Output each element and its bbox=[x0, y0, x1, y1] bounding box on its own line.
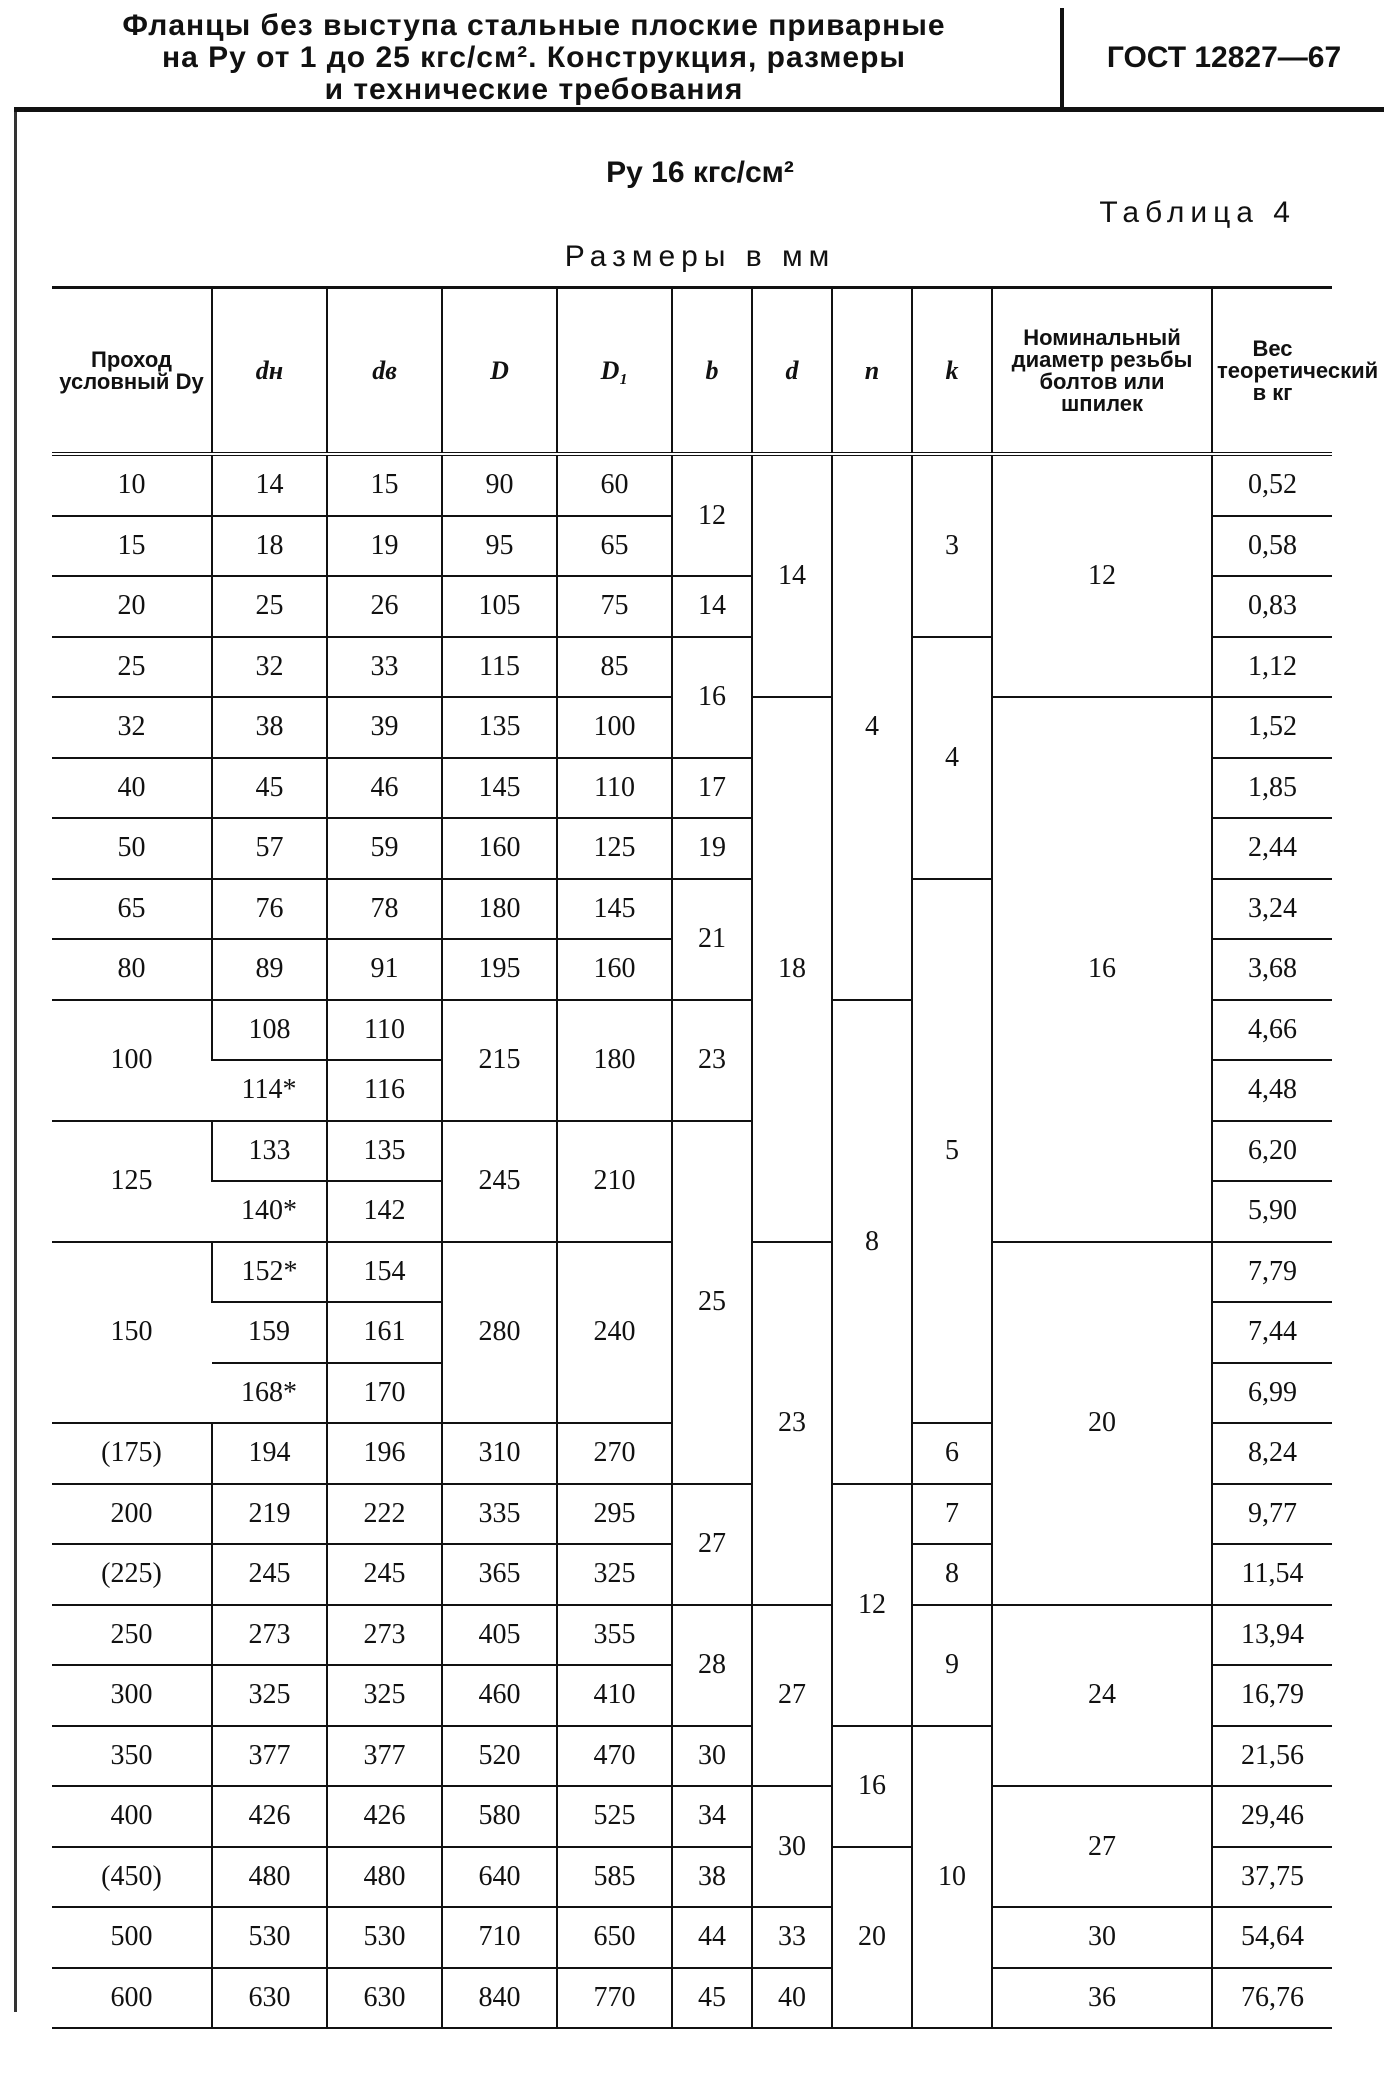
cell-D: 135 bbox=[442, 697, 557, 758]
units-label: Размеры в мм bbox=[564, 240, 836, 273]
cell-dy: (450) bbox=[52, 1847, 212, 1908]
cell-D1: 145 bbox=[557, 879, 672, 940]
cell-weight: 1,12 bbox=[1212, 637, 1332, 698]
cell-dv: 170 bbox=[327, 1363, 442, 1424]
cell-b: 45 bbox=[672, 1968, 752, 2029]
cell-D1: 125 bbox=[557, 818, 672, 879]
cell-dn: 426 bbox=[212, 1786, 327, 1847]
cell-dn: 152* bbox=[212, 1242, 327, 1303]
cell-dv: 480 bbox=[327, 1847, 442, 1908]
cell-k: 4 bbox=[912, 637, 992, 879]
cell-dn: 25 bbox=[212, 576, 327, 637]
cell-dv: 135 bbox=[327, 1121, 442, 1182]
title-line-1: Фланцы без выступа стальные плоские приварные bbox=[122, 9, 946, 42]
cell-weight: 3,24 bbox=[1212, 879, 1332, 940]
cell-D1: 100 bbox=[557, 697, 672, 758]
cell-dv: 530 bbox=[327, 1907, 442, 1968]
cell-D1: 585 bbox=[557, 1847, 672, 1908]
cell-dy: 100 bbox=[52, 1000, 212, 1121]
cell-dy: 25 bbox=[52, 637, 212, 698]
cell-bolt-diameter: 24 bbox=[992, 1605, 1212, 1787]
cell-k: 10 bbox=[912, 1726, 992, 2029]
cell-b: 17 bbox=[672, 758, 752, 819]
cell-D: 710 bbox=[442, 1907, 557, 1968]
cell-b: 28 bbox=[672, 1605, 752, 1726]
cell-D: 90 bbox=[442, 454, 557, 516]
table-row bbox=[52, 1907, 1332, 1968]
cell-dn: 45 bbox=[212, 758, 327, 819]
cell-dn: 32 bbox=[212, 637, 327, 698]
cell-D: 405 bbox=[442, 1605, 557, 1666]
cell-D: 460 bbox=[442, 1665, 557, 1726]
table-row bbox=[52, 454, 1332, 516]
cell-dy: 200 bbox=[52, 1484, 212, 1545]
cell-b: 30 bbox=[672, 1726, 752, 1787]
cell-dv: 377 bbox=[327, 1726, 442, 1787]
cell-b: 23 bbox=[672, 1000, 752, 1121]
cell-dy: 15 bbox=[52, 516, 212, 577]
col-header-b: b bbox=[672, 288, 752, 455]
cell-dv: 15 bbox=[327, 454, 442, 516]
table-row bbox=[52, 1968, 1332, 2029]
cell-D: 365 bbox=[442, 1544, 557, 1605]
cell-k: 3 bbox=[912, 454, 992, 637]
pressure-label: Pу 16 кгс/см² bbox=[606, 156, 794, 189]
cell-dv: 630 bbox=[327, 1968, 442, 2029]
title-line-3: и технические требования bbox=[324, 73, 744, 106]
cell-D1: 65 bbox=[557, 516, 672, 577]
cell-dy: 40 bbox=[52, 758, 212, 819]
cell-dn: 140* bbox=[212, 1181, 327, 1242]
cell-dv: 26 bbox=[327, 576, 442, 637]
cell-D: 280 bbox=[442, 1242, 557, 1424]
cell-dn: 273 bbox=[212, 1605, 327, 1666]
cell-D: 105 bbox=[442, 576, 557, 637]
cell-d: 27 bbox=[752, 1605, 832, 1787]
cell-dy: 80 bbox=[52, 939, 212, 1000]
cell-dy: 350 bbox=[52, 1726, 212, 1787]
cell-D: 310 bbox=[442, 1423, 557, 1484]
cell-dn: 530 bbox=[212, 1907, 327, 1968]
cell-dn: 14 bbox=[212, 454, 327, 516]
cell-d: 23 bbox=[752, 1242, 832, 1605]
cell-dv: 142 bbox=[327, 1181, 442, 1242]
cell-b: 27 bbox=[672, 1484, 752, 1605]
table-label: Таблица 4 bbox=[1099, 196, 1296, 229]
col-header-dv: dв bbox=[327, 288, 442, 455]
cell-weight: 0,52 bbox=[1212, 454, 1332, 516]
cell-dy: (225) bbox=[52, 1544, 212, 1605]
cell-D: 520 bbox=[442, 1726, 557, 1787]
table-body bbox=[52, 454, 1332, 2028]
cell-D1: 325 bbox=[557, 1544, 672, 1605]
col-header-bolt-diameter: Номинальный диаметр резьбы болтов или шпилек bbox=[992, 288, 1212, 455]
cell-D: 245 bbox=[442, 1121, 557, 1242]
cell-dy: 125 bbox=[52, 1121, 212, 1242]
cell-k: 9 bbox=[912, 1605, 992, 1726]
cell-d: 14 bbox=[752, 454, 832, 697]
cell-dv: 46 bbox=[327, 758, 442, 819]
cell-dn: 159 bbox=[212, 1302, 327, 1363]
cell-n: 4 bbox=[832, 454, 912, 1000]
cell-dy: 500 bbox=[52, 1907, 212, 1968]
cell-bolt-diameter: 12 bbox=[992, 454, 1212, 697]
cell-D: 840 bbox=[442, 1968, 557, 2029]
cell-dy: 600 bbox=[52, 1968, 212, 2029]
cell-dn: 194 bbox=[212, 1423, 327, 1484]
document-header bbox=[14, 8, 1384, 112]
cell-dy: 150 bbox=[52, 1242, 212, 1424]
cell-dn: 630 bbox=[212, 1968, 327, 2029]
cell-dv: 116 bbox=[327, 1060, 442, 1121]
cell-dy: 10 bbox=[52, 454, 212, 516]
cell-n: 12 bbox=[832, 1484, 912, 1726]
cell-D: 115 bbox=[442, 637, 557, 698]
cell-b: 19 bbox=[672, 818, 752, 879]
col-header-d: d bbox=[752, 288, 832, 455]
cell-D1: 770 bbox=[557, 1968, 672, 2029]
cell-b: 34 bbox=[672, 1786, 752, 1847]
cell-dv: 154 bbox=[327, 1242, 442, 1303]
cell-D1: 650 bbox=[557, 1907, 672, 1968]
table-row bbox=[52, 1605, 1332, 1666]
cell-D1: 60 bbox=[557, 454, 672, 516]
cell-D: 145 bbox=[442, 758, 557, 819]
cell-dn: 114* bbox=[212, 1060, 327, 1121]
cell-D1: 110 bbox=[557, 758, 672, 819]
cell-D1: 85 bbox=[557, 637, 672, 698]
cell-D1: 470 bbox=[557, 1726, 672, 1787]
cell-b: 12 bbox=[672, 454, 752, 576]
cell-weight: 13,94 bbox=[1212, 1605, 1332, 1666]
cell-k: 6 bbox=[912, 1423, 992, 1484]
cell-D1: 210 bbox=[557, 1121, 672, 1242]
cell-dn: 57 bbox=[212, 818, 327, 879]
title-line-2: на Pу от 1 до 25 кгс/см². Конструкция, размеры bbox=[161, 41, 907, 74]
cell-dv: 33 bbox=[327, 637, 442, 698]
cell-dv: 245 bbox=[327, 1544, 442, 1605]
col-header-D1: D₁ bbox=[557, 288, 672, 455]
cell-dn: 18 bbox=[212, 516, 327, 577]
dimensions-table-wrap bbox=[52, 286, 1379, 2029]
cell-d: 40 bbox=[752, 1968, 832, 2029]
col-header-n: n bbox=[832, 288, 912, 455]
cell-bolt-diameter: 20 bbox=[992, 1242, 1212, 1605]
cell-dv: 426 bbox=[327, 1786, 442, 1847]
cell-weight: 1,52 bbox=[1212, 697, 1332, 758]
cell-D: 195 bbox=[442, 939, 557, 1000]
cell-n: 8 bbox=[832, 1000, 912, 1484]
cell-D: 640 bbox=[442, 1847, 557, 1908]
cell-n: 20 bbox=[832, 1847, 912, 2029]
cell-weight: 3,68 bbox=[1212, 939, 1332, 1000]
cell-dn: 89 bbox=[212, 939, 327, 1000]
cell-dy: 50 bbox=[52, 818, 212, 879]
cell-dv: 222 bbox=[327, 1484, 442, 1545]
cell-weight: 9,77 bbox=[1212, 1484, 1332, 1545]
cell-dv: 39 bbox=[327, 697, 442, 758]
cell-D1: 75 bbox=[557, 576, 672, 637]
cell-dv: 91 bbox=[327, 939, 442, 1000]
cell-weight: 0,58 bbox=[1212, 516, 1332, 577]
cell-dn: 480 bbox=[212, 1847, 327, 1908]
cell-d: 18 bbox=[752, 697, 832, 1242]
cell-weight: 7,44 bbox=[1212, 1302, 1332, 1363]
document-title bbox=[14, 8, 1054, 108]
cell-b: 25 bbox=[672, 1121, 752, 1484]
cell-dn: 219 bbox=[212, 1484, 327, 1545]
col-header-dn: dн bbox=[212, 288, 327, 455]
cell-D: 160 bbox=[442, 818, 557, 879]
cell-dn: 38 bbox=[212, 697, 327, 758]
cell-k: 7 bbox=[912, 1484, 992, 1545]
cell-D1: 525 bbox=[557, 1786, 672, 1847]
cell-weight: 4,66 bbox=[1212, 1000, 1332, 1061]
cell-dy: (175) bbox=[52, 1423, 212, 1484]
cell-dy: 32 bbox=[52, 697, 212, 758]
col-header-D: D bbox=[442, 288, 557, 455]
cell-weight: 16,79 bbox=[1212, 1665, 1332, 1726]
cell-D: 335 bbox=[442, 1484, 557, 1545]
cell-D: 215 bbox=[442, 1000, 557, 1121]
cell-d: 30 bbox=[752, 1786, 832, 1907]
cell-D1: 270 bbox=[557, 1423, 672, 1484]
cell-weight: 29,46 bbox=[1212, 1786, 1332, 1847]
cell-weight: 6,20 bbox=[1212, 1121, 1332, 1182]
cell-D: 95 bbox=[442, 516, 557, 577]
cell-b: 44 bbox=[672, 1907, 752, 1968]
cell-dv: 196 bbox=[327, 1423, 442, 1484]
cell-D1: 160 bbox=[557, 939, 672, 1000]
cell-n: 16 bbox=[832, 1726, 912, 1847]
table-header-row bbox=[52, 288, 1332, 455]
cell-bolt-diameter: 36 bbox=[992, 1968, 1212, 2029]
col-header-dy: Проход условный Dу bbox=[52, 288, 212, 455]
cell-dv: 78 bbox=[327, 879, 442, 940]
cell-D1: 240 bbox=[557, 1242, 672, 1424]
cell-dn: 245 bbox=[212, 1544, 327, 1605]
cell-dy: 300 bbox=[52, 1665, 212, 1726]
cell-D1: 410 bbox=[557, 1665, 672, 1726]
cell-b: 21 bbox=[672, 879, 752, 1000]
table-row bbox=[52, 1786, 1332, 1847]
cell-dn: 108 bbox=[212, 1000, 327, 1061]
cell-weight: 0,83 bbox=[1212, 576, 1332, 637]
cell-D1: 295 bbox=[557, 1484, 672, 1545]
cell-weight: 11,54 bbox=[1212, 1544, 1332, 1605]
cell-dy: 250 bbox=[52, 1605, 212, 1666]
cell-dv: 110 bbox=[327, 1000, 442, 1061]
cell-b: 14 bbox=[672, 576, 752, 637]
cell-weight: 76,76 bbox=[1212, 1968, 1332, 2029]
cell-bolt-diameter: 16 bbox=[992, 697, 1212, 1242]
cell-D: 180 bbox=[442, 879, 557, 940]
cell-dy: 20 bbox=[52, 576, 212, 637]
page-left-rule bbox=[14, 112, 17, 2012]
cell-dv: 59 bbox=[327, 818, 442, 879]
cell-dy: 400 bbox=[52, 1786, 212, 1847]
cell-b: 38 bbox=[672, 1847, 752, 1908]
cell-weight: 5,90 bbox=[1212, 1181, 1332, 1242]
cell-k: 5 bbox=[912, 879, 992, 1424]
cell-dn: 377 bbox=[212, 1726, 327, 1787]
cell-D: 580 bbox=[442, 1786, 557, 1847]
cell-weight: 1,85 bbox=[1212, 758, 1332, 819]
cell-dv: 325 bbox=[327, 1665, 442, 1726]
cell-dv: 161 bbox=[327, 1302, 442, 1363]
cell-dv: 19 bbox=[327, 516, 442, 577]
cell-b: 16 bbox=[672, 637, 752, 758]
cell-D1: 180 bbox=[557, 1000, 672, 1121]
cell-d: 33 bbox=[752, 1907, 832, 1968]
cell-bolt-diameter: 27 bbox=[992, 1786, 1212, 1907]
cell-bolt-diameter: 30 bbox=[992, 1907, 1212, 1968]
cell-dn: 133 bbox=[212, 1121, 327, 1182]
col-header-weight: Вес теоретический в кг bbox=[1212, 288, 1332, 455]
cell-dy: 65 bbox=[52, 879, 212, 940]
cell-weight: 8,24 bbox=[1212, 1423, 1332, 1484]
dimensions-table bbox=[52, 286, 1379, 2029]
cell-weight: 7,79 bbox=[1212, 1242, 1332, 1303]
cell-dn: 168* bbox=[212, 1363, 327, 1424]
cell-weight: 21,56 bbox=[1212, 1726, 1332, 1787]
cell-k: 8 bbox=[912, 1544, 992, 1605]
cell-weight: 37,75 bbox=[1212, 1847, 1332, 1908]
cell-dn: 76 bbox=[212, 879, 327, 940]
col-header-k: k bbox=[912, 288, 992, 455]
cell-weight: 2,44 bbox=[1212, 818, 1332, 879]
cell-dv: 273 bbox=[327, 1605, 442, 1666]
cell-weight: 54,64 bbox=[1212, 1907, 1332, 1968]
cell-dn: 325 bbox=[212, 1665, 327, 1726]
cell-weight: 4,48 bbox=[1212, 1060, 1332, 1121]
standard-number: ГОСТ 12827—67 bbox=[1106, 41, 1342, 74]
cell-D1: 355 bbox=[557, 1605, 672, 1666]
cell-weight: 6,99 bbox=[1212, 1363, 1332, 1424]
